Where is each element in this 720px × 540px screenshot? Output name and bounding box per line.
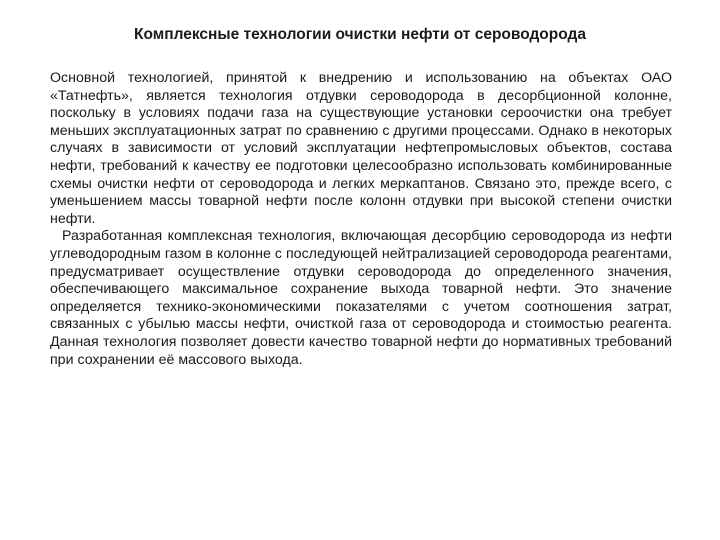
paragraph-2: Разработанная комплексная технология, включающая десорбцию сероводорода из нефти углеводородным газом в колонне с последующей нейтрализацией сероводорода реагентами, предусматривает осуществление отдувки сероводорода до определенного значения, обеспечивающего максимальное сохранение выхода товарной нефти. Это значение определяется технико-экономическими показателями с учетом соотношения затрат, связанных с убылью массы нефти, очисткой газа от сероводорода и стоимостью реагента. Данная технология позволяет довести качество товарной нефти до нормативных требований при сохранении её массового выхода.: [50, 228, 672, 368]
slide-title: Комплексные технологии очистки нефти от сероводорода: [134, 26, 586, 43]
body-text: [50, 70, 672, 369]
paragraph-1: Основной технологией, принятой к внедрению и использованию на объектах ОАО «Татнефть», является технология отдувки сероводорода в десорбционной колонне, поскольку в условиях подачи газа на существующие установки сероочистки она требует меньших эксплуатационных затрат по сравнению с другими процессами. Однако в некоторых случаях в зависимости от условий эксплуатации нефтепромысловых объектов, состава нефти, требований к качеству ее подготовки целесообразно использовать комбинированные схемы очистки нефти от сероводорода и легких меркаптанов. Связано это, прежде всего, с уменьшением массы товарной нефти после колонн отдувки при высокой степени очистки нефти.: [50, 70, 672, 227]
